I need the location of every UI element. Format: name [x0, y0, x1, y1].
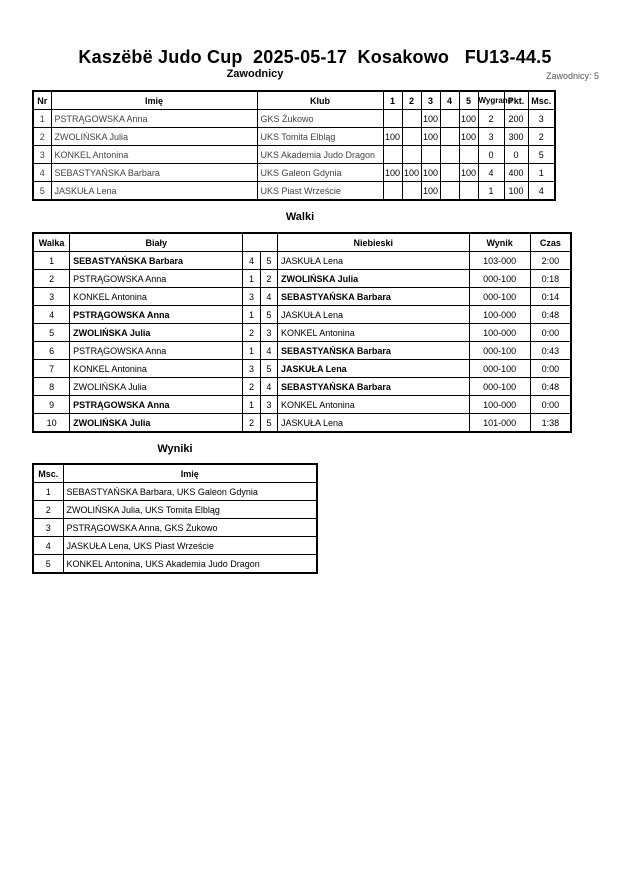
fight-time: 0:00: [530, 324, 571, 342]
col-header-club: Klub: [257, 91, 383, 110]
fight-number: 3: [33, 288, 70, 306]
competitor-name: ZWOLIŃSKA Julia: [51, 128, 257, 146]
col-header-time: Czas: [530, 233, 571, 252]
competitor-club: UKS Tomita Elbląg: [257, 128, 383, 146]
score-vs-4: [440, 182, 459, 201]
fight-blue-name: JASKUŁA Lena: [278, 414, 470, 433]
score-vs-5: 100: [459, 110, 478, 128]
competitor-name: SEBASTYAŃSKA Barbara: [51, 164, 257, 182]
fight-result: 100-000: [469, 396, 530, 414]
fight-row: [33, 396, 571, 414]
fight-white-name: ZWOLIŃSKA Julia: [70, 414, 243, 433]
score-vs-3: 100: [421, 164, 440, 182]
competitor-points: 0: [504, 146, 528, 164]
score-vs-1: [383, 182, 402, 201]
competitor-nr: 2: [33, 128, 51, 146]
competitor-wins: 1: [478, 182, 504, 201]
fight-white-name: PSTRĄGOWSKA Anna: [70, 270, 243, 288]
fight-number: 5: [33, 324, 70, 342]
fight-result: 103-000: [469, 252, 530, 270]
competitor-place: 2: [528, 128, 555, 146]
col-header-fight: Walka: [33, 233, 70, 252]
competitor-name: PSTRĄGOWSKA Anna: [51, 110, 257, 128]
results-header-row: [33, 464, 317, 483]
fight-blue-name: ZWOLIŃSKA Julia: [278, 270, 470, 288]
result-row: [33, 537, 317, 555]
competitor-count: Zawodnicy: 5: [545, 71, 599, 81]
fight-white-nr: 1: [243, 342, 260, 360]
fight-row: [33, 414, 571, 433]
fight-row: [33, 288, 571, 306]
fight-result: 100-000: [469, 324, 530, 342]
col-header-result: Wynik: [469, 233, 530, 252]
fight-time: 0:48: [530, 378, 571, 396]
result-place: 5: [33, 555, 63, 574]
fight-white-nr: 1: [243, 306, 260, 324]
competitor-nr: 3: [33, 146, 51, 164]
competitor-wins: 2: [478, 110, 504, 128]
fight-blue-nr: 5: [260, 306, 277, 324]
fight-number: 1: [33, 252, 70, 270]
fight-white-name: PSTRĄGOWSKA Anna: [70, 396, 243, 414]
score-vs-1: 100: [383, 128, 402, 146]
competitor-name: KONKEL Antonina: [51, 146, 257, 164]
result-place: 1: [33, 483, 63, 501]
score-vs-3: 100: [421, 128, 440, 146]
fight-blue-name: SEBASTYAŃSKA Barbara: [278, 378, 470, 396]
col-header-results-name: Imię: [63, 464, 317, 483]
section-competitors-title: Zawodnicy: [226, 68, 284, 80]
fight-number: 4: [33, 306, 70, 324]
fight-white-nr: 2: [243, 414, 260, 433]
fight-white-name: SEBASTYAŃSKA Barbara: [70, 252, 243, 270]
fight-white-nr: 2: [243, 324, 260, 342]
fight-white-name: KONKEL Antonina: [70, 288, 243, 306]
score-vs-4: [440, 128, 459, 146]
score-vs-3: 100: [421, 182, 440, 201]
score-vs-2: [402, 146, 421, 164]
fight-result: 000-100: [469, 342, 530, 360]
fight-row: [33, 252, 571, 270]
fight-result: 101-000: [469, 414, 530, 433]
competitor-nr: 4: [33, 164, 51, 182]
score-vs-5: [459, 182, 478, 201]
fight-result: 000-100: [469, 288, 530, 306]
fight-result: 100-000: [469, 306, 530, 324]
col-header-numbers: [243, 233, 278, 252]
fight-blue-nr: 4: [260, 342, 277, 360]
competitor-row: [33, 110, 555, 128]
section-results-title: Wyniki: [157, 443, 193, 455]
result-row: [33, 519, 317, 537]
fight-blue-nr: 5: [260, 414, 277, 433]
competitor-club: UKS Piast Wrzeście: [257, 182, 383, 201]
fight-time: 0:14: [530, 288, 571, 306]
score-vs-3: 100: [421, 110, 440, 128]
competitor-nr: 5: [33, 182, 51, 201]
fight-result: 000-100: [469, 378, 530, 396]
fights-table: [32, 232, 572, 433]
score-vs-4: [440, 110, 459, 128]
fight-blue-nr: 5: [260, 360, 277, 378]
score-vs-5: [459, 146, 478, 164]
col-header-3: 3: [421, 91, 440, 110]
score-vs-1: [383, 146, 402, 164]
results-table: [32, 463, 318, 574]
col-header-blue: Niebieski: [278, 233, 470, 252]
fight-number: 9: [33, 396, 70, 414]
fight-white-name: ZWOLIŃSKA Julia: [70, 324, 243, 342]
col-header-white: Biały: [70, 233, 243, 252]
section-fights-title: Walki: [285, 211, 315, 223]
page-title: Kaszëbë Judo Cup 2025-05-17 Kosakowo FU13-44.5: [78, 47, 552, 67]
competitor-wins: 0: [478, 146, 504, 164]
fight-white-name: KONKEL Antonina: [70, 360, 243, 378]
result-place: 4: [33, 537, 63, 555]
result-entry: JASKUŁA Lena, UKS Piast Wrzeście: [63, 537, 317, 555]
competitors-header-row: [33, 91, 555, 110]
competitor-place: 1: [528, 164, 555, 182]
result-row: [33, 501, 317, 519]
fight-time: 0:18: [530, 270, 571, 288]
fight-number: 7: [33, 360, 70, 378]
result-place: 3: [33, 519, 63, 537]
fight-row: [33, 342, 571, 360]
result-entry: ZWOLIŃSKA Julia, UKS Tomita Elbląg: [63, 501, 317, 519]
fight-white-nr: 3: [243, 360, 260, 378]
col-header-results-place: Msc.: [33, 464, 63, 483]
competitor-place: 5: [528, 146, 555, 164]
competitor-points: 300: [504, 128, 528, 146]
result-row: [33, 483, 317, 501]
fight-white-name: ZWOLIŃSKA Julia: [70, 378, 243, 396]
fight-blue-name: KONKEL Antonina: [278, 324, 470, 342]
fight-blue-nr: 2: [260, 270, 277, 288]
competitor-points: 200: [504, 110, 528, 128]
score-vs-1: [383, 110, 402, 128]
score-vs-3: [421, 146, 440, 164]
fight-blue-name: KONKEL Antonina: [278, 396, 470, 414]
result-entry: PSTRĄGOWSKA Anna, GKS Żukowo: [63, 519, 317, 537]
col-header-wins: Wygrane: [478, 91, 504, 110]
fight-row: [33, 360, 571, 378]
col-header-5: 5: [459, 91, 478, 110]
score-vs-2: 100: [402, 164, 421, 182]
fight-blue-name: SEBASTYAŃSKA Barbara: [278, 288, 470, 306]
col-header-points: Pkt.: [504, 91, 528, 110]
result-row: [33, 555, 317, 574]
competitor-row: [33, 128, 555, 146]
fight-blue-nr: 5: [260, 252, 277, 270]
fight-blue-name: SEBASTYAŃSKA Barbara: [278, 342, 470, 360]
fight-white-nr: 3: [243, 288, 260, 306]
score-vs-4: [440, 146, 459, 164]
competitors-table: [32, 90, 556, 201]
score-vs-2: [402, 110, 421, 128]
competitor-wins: 3: [478, 128, 504, 146]
fight-time: 0:00: [530, 360, 571, 378]
fight-blue-nr: 4: [260, 378, 277, 396]
fight-white-nr: 1: [243, 396, 260, 414]
fight-blue-nr: 3: [260, 324, 277, 342]
fight-row: [33, 270, 571, 288]
fight-result: 000-100: [469, 360, 530, 378]
fight-time: 1:38: [530, 414, 571, 433]
competitor-row: [33, 164, 555, 182]
fight-blue-nr: 3: [260, 396, 277, 414]
competitor-nr: 1: [33, 110, 51, 128]
score-vs-1: 100: [383, 164, 402, 182]
competitor-row: [33, 146, 555, 164]
col-header-name: Imię: [51, 91, 257, 110]
competitor-wins: 4: [478, 164, 504, 182]
fight-time: 0:43: [530, 342, 571, 360]
fight-time: 2:00: [530, 252, 571, 270]
competitor-place: 3: [528, 110, 555, 128]
score-vs-2: [402, 182, 421, 201]
fight-number: 2: [33, 270, 70, 288]
result-entry: KONKEL Antonina, UKS Akademia Judo Dragon: [63, 555, 317, 574]
fight-white-name: PSTRĄGOWSKA Anna: [70, 342, 243, 360]
fight-number: 6: [33, 342, 70, 360]
col-header-1: 1: [383, 91, 402, 110]
fight-blue-name: JASKUŁA Lena: [278, 252, 470, 270]
competitor-points: 100: [504, 182, 528, 201]
result-entry: SEBASTYAŃSKA Barbara, UKS Galeon Gdynia: [63, 483, 317, 501]
fight-row: [33, 324, 571, 342]
col-header-place: Msc.: [528, 91, 555, 110]
fight-row: [33, 306, 571, 324]
fight-white-nr: 2: [243, 378, 260, 396]
competitor-row: [33, 182, 555, 201]
fight-time: 0:00: [530, 396, 571, 414]
fight-white-nr: 1: [243, 270, 260, 288]
score-vs-5: 100: [459, 164, 478, 182]
competitor-name: JASKUŁA Lena: [51, 182, 257, 201]
fights-header-row: [33, 233, 571, 252]
fight-number: 8: [33, 378, 70, 396]
score-vs-4: [440, 164, 459, 182]
fight-blue-name: JASKUŁA Lena: [278, 306, 470, 324]
col-header-nr: Nr: [33, 91, 51, 110]
fight-blue-name: JASKUŁA Lena: [278, 360, 470, 378]
competitor-club: UKS Akademia Judo Dragon: [257, 146, 383, 164]
competitor-points: 400: [504, 164, 528, 182]
fight-number: 10: [33, 414, 70, 433]
fight-white-name: PSTRĄGOWSKA Anna: [70, 306, 243, 324]
col-header-4: 4: [440, 91, 459, 110]
competitor-club: UKS Galeon Gdynia: [257, 164, 383, 182]
result-place: 2: [33, 501, 63, 519]
competitor-club: GKS Żukowo: [257, 110, 383, 128]
competitor-place: 4: [528, 182, 555, 201]
score-vs-2: [402, 128, 421, 146]
fight-blue-nr: 4: [260, 288, 277, 306]
fight-result: 000-100: [469, 270, 530, 288]
fight-time: 0:48: [530, 306, 571, 324]
col-header-2: 2: [402, 91, 421, 110]
fight-row: [33, 378, 571, 396]
score-vs-5: 100: [459, 128, 478, 146]
fight-white-nr: 4: [243, 252, 260, 270]
